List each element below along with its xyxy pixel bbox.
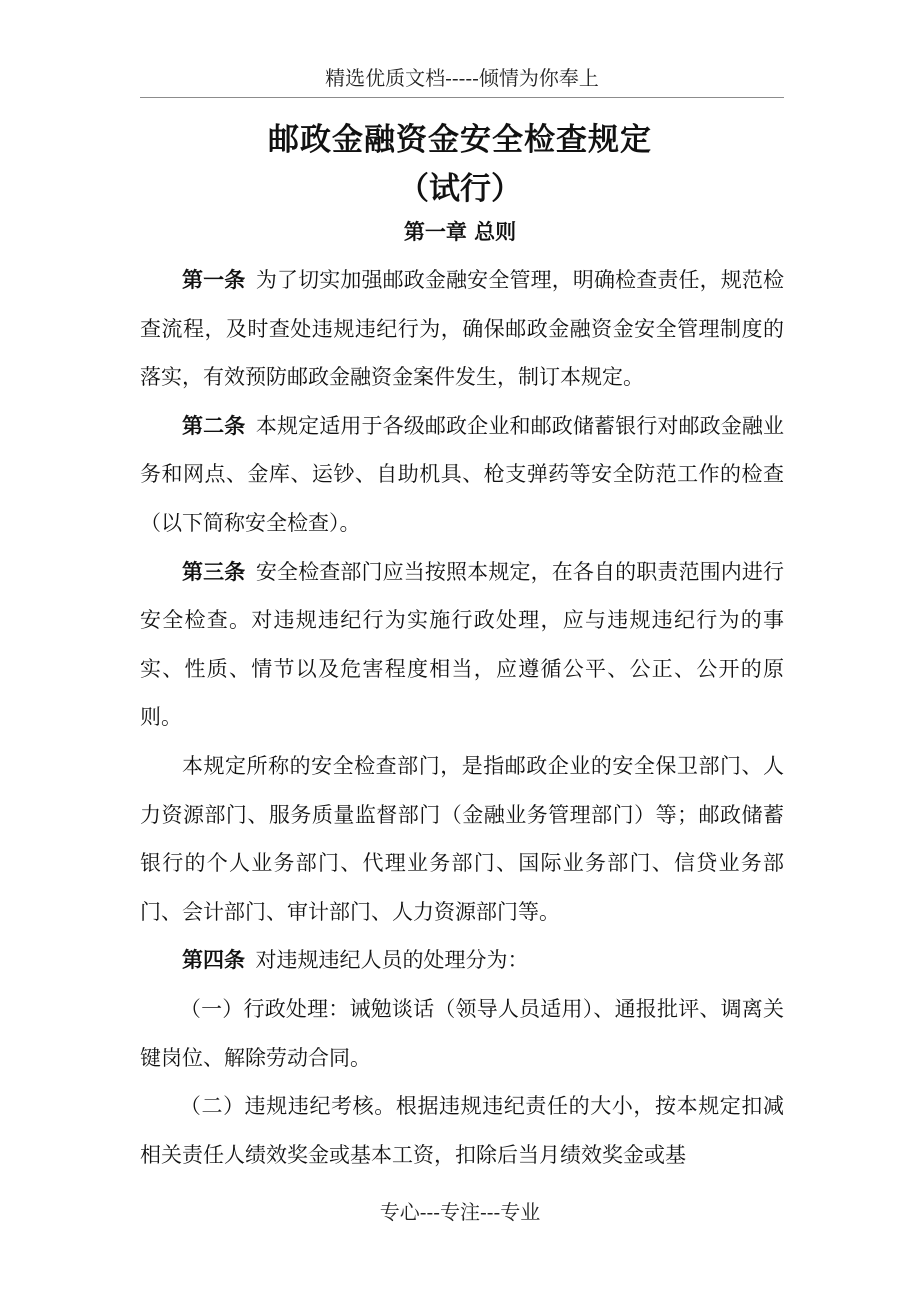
chapter-heading: 第一章 总则: [403, 220, 517, 244]
article-3: [140, 548, 784, 742]
article-1: [140, 256, 784, 402]
article-text: 安全检查部门应当按照本规定，在各自的职责范围内进行安全检查。对违规违纪行为实施行政处理，应与违规违纪行为的事实、性质、情节以及危害程度相当，应遵循公平、公正、公开的原则。: [140, 559, 784, 730]
article-2: [140, 402, 784, 548]
article-text: 为了切实加强邮政金融安全管理，明确检查责任，规范检查流程，及时查处违规违纪行为，确保邮政金融资金安全管理制度的落实，有效预防邮政金融资金案件发生，制订本规定。: [140, 268, 784, 390]
page-header: 精选优质文档-----倾情为你奉上: [140, 62, 784, 98]
document-title: 邮政金融资金安全检查规定: [268, 122, 652, 158]
document-body: [140, 256, 784, 1179]
article-text: 本规定适用于各级邮政企业和邮政储蓄银行对邮政金融业务和网点、金库、运钞、自助机具、枪支弹药等安全防范工作的检查（以下简称安全检查）。: [140, 413, 784, 535]
article-label: 第一条: [182, 268, 246, 292]
article-label: 第三条: [182, 559, 246, 584]
article-3-paragraph-2: [140, 742, 784, 936]
article-label: 第四条: [182, 948, 245, 973]
article-4-item-2: [140, 1082, 784, 1179]
item-text: （一）行政处理：诫勉谈话（领导人员适用）、通报批评、调离关键岗位、解除劳动合同。: [140, 996, 784, 1070]
paragraph-text: 本规定所称的安全检查部门，是指邮政企业的安全保卫部门、人力资源部门、服务质量监督部门（金融业务管理部门）等；邮政储蓄银行的个人业务部门、代理业务部门、国际业务部门、信贷业务部门、会计部门、审计部门、人力资源部门等。: [140, 753, 784, 924]
article-4-item-1: [140, 985, 784, 1082]
article-text: 对违规违纪人员的处理分为：: [255, 948, 529, 973]
document-subtitle: （试行）: [398, 171, 522, 207]
article-label: 第二条: [182, 413, 246, 438]
article-4: [140, 936, 784, 985]
item-text: （二）违规违纪考核。根据违规违纪责任的大小，按本规定扣减相关责任人绩效奖金或基本工资，扣除后当月绩效奖金或基: [140, 1094, 784, 1167]
page-footer: 专心---专注---专业: [379, 1200, 541, 1224]
